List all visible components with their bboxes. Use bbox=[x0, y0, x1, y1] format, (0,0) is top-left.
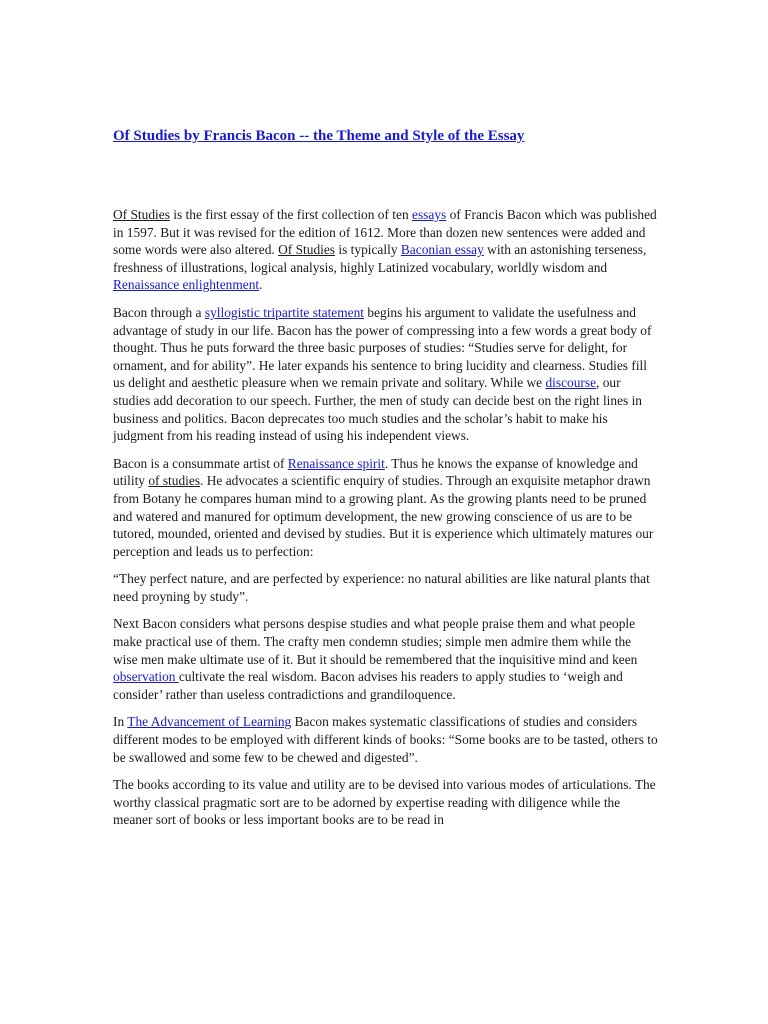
of-studies-underline-3: of studies bbox=[148, 473, 201, 489]
text-span: , our studies add decoration to our speech. Further, the men of study can decide best on the right lines in business and politics. Bacon deprecates too much studies and the scholar’s habit to make his judgment from his reading instead of using his independent views. bbox=[113, 375, 643, 444]
text-span: . bbox=[259, 277, 263, 293]
text-span: Bacon through a bbox=[113, 304, 205, 320]
text-span: Bacon makes systematic classifications of studies and considers different modes to be employed with different kinds of books: “Some books are to be tasted, others to be swallowed and some few to be chewed and digested”. bbox=[113, 714, 658, 765]
title-link[interactable]: Of Studies by Francis Bacon -- the Theme and Style of the Essay bbox=[113, 128, 525, 144]
text-span: The books according to its value and utility are to be devised into various modes of articulations. The worthy classical pragmatic sort are to be adorned by expertise reading with diligence while the meaner sort of books or less important books are to be read in bbox=[113, 777, 656, 828]
text-span: with an astonishing terseness, freshness of illustrations, logical analysis, highly Latinized vocabulary, worldly wisdom and bbox=[113, 242, 647, 275]
text-span: . Thus he knows the expanse of knowledge and utility bbox=[113, 455, 638, 489]
text-span: is the first essay of the first collection of ten bbox=[169, 207, 413, 222]
text-span: cultivate the real wisdom. Bacon advises his readers to apply studies to ‘weigh and consider’ rather than useless contradictions and grandiloquence. bbox=[113, 669, 623, 702]
link-renaissance-enlightenment[interactable]: Renaissance enlightenment bbox=[113, 277, 260, 293]
text-span: Next Bacon considers what persons despise studies and what people praise them and what people make practical use of them. The crafty men condemn studies; simple men admire them while the wise men make ultimate use of it. But it should be remembered that the inquisitive mind and keen bbox=[113, 616, 638, 667]
link-syllogistic-tripartite-statement[interactable]: syllogistic tripartite statement bbox=[204, 304, 365, 320]
article-body bbox=[113, 206, 658, 839]
link-essays[interactable]: essays bbox=[412, 207, 447, 222]
link-discourse[interactable]: discourse bbox=[545, 375, 597, 391]
link-observation[interactable]: observation bbox=[113, 669, 179, 685]
paragraph-5 bbox=[113, 615, 658, 703]
paragraph-3 bbox=[113, 455, 658, 561]
link-renaissance-spirit[interactable]: Renaissance spirit bbox=[287, 455, 385, 471]
text-span: begins his argument to validate the usefulness and advantage of study in our life. Bacon has the power of compressing into a few words a great body of thought. Thus he puts forward the three basic purposes of studies: “Studies serve for delight, for ornament, and for ability”. He later expands his sentence to bring lucidity and clearness. Studies fill us delight and aesthetic pleasure when we remain private and solitary. While we bbox=[113, 304, 652, 391]
paragraph-1 bbox=[113, 206, 658, 294]
text-span: “They perfect nature, and are perfected by experience: no natural abilities are like natural plants that need proyning by study”. bbox=[113, 571, 650, 604]
link-baconian-essay[interactable]: Baconian essay bbox=[400, 242, 484, 258]
text-span: is typically bbox=[335, 242, 401, 258]
paragraph-4-quote bbox=[113, 570, 658, 605]
paragraph-7 bbox=[113, 776, 658, 829]
of-studies-underline-1: Of Studies bbox=[113, 207, 170, 222]
paragraph-6 bbox=[113, 713, 658, 766]
text-span: . He advocates a scientific enquiry of studies. Through an exquisite metaphor drawn from Botany he compares human mind to a growing plant. As the growing plants need to be pruned and watered and manured for optimum development, the new growing conscience of us are to be tutored, mounded, oriented and devised by studies. But it is experience which ultimately matures our perception and leads us to perfection: bbox=[113, 473, 654, 559]
paragraph-2 bbox=[113, 304, 658, 445]
text-span: Bacon is a consummate artist of bbox=[113, 455, 288, 471]
link-advancement-of-learning[interactable]: The Advancement of Learning bbox=[127, 714, 292, 730]
page-title[interactable] bbox=[113, 126, 524, 146]
text-span: of Francis Bacon which was published in 1597. But it was revised for the edition of 1612. More than dozen new sentences were added and some words were also altered. bbox=[113, 207, 657, 258]
of-studies-underline-2: Of Studies bbox=[278, 242, 336, 258]
text-span: In bbox=[113, 714, 128, 730]
